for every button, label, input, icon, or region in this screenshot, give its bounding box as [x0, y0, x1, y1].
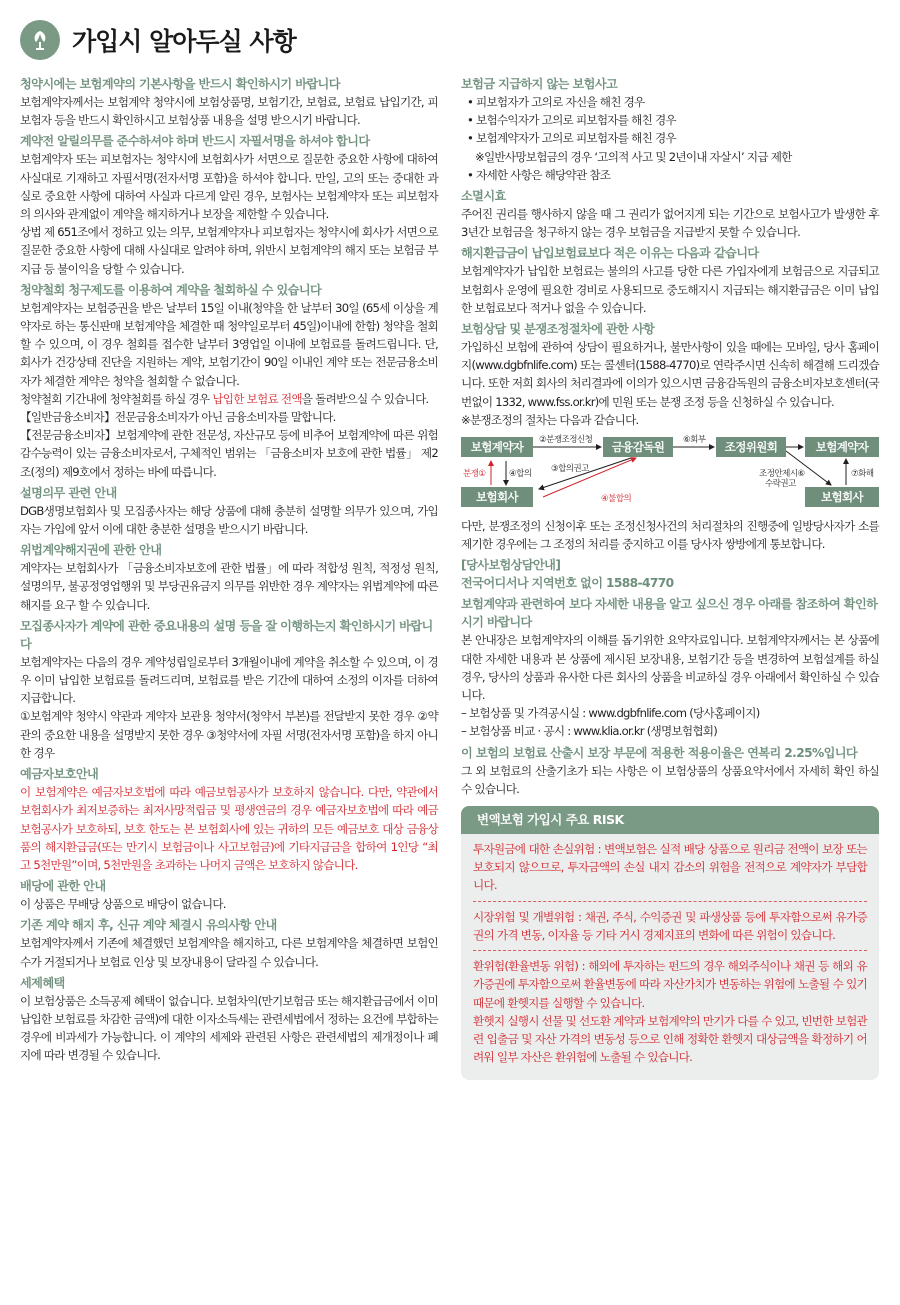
deposit-protection-text: 이 보험계약은 예금자보호법에 따라 예금보험공사가 보호하지 않습니다. 다만, 약관에서 보험회사가 최저보증하는 최저사망적립금 및 평생연금의 경우 예금자보호법에 따라 예금보험공사가 보호하되, 보호 한도는 본 보험회사에 있는 귀하의 모든 예금보호 대상 금융상품의 해지환급금(또는 만기시 보험금이나 사고보험금)에 기타지급금을 합하여 1인당 “최고 5천만원”이며, 5천만원을 초과하는 나머지 금액은 보호하지 않습니다.	[20, 785, 438, 872]
section-heading: 기존 계약 해지 후, 신규 계약 체결시 유의사항 안내	[20, 918, 277, 933]
dispute-flow-diagram	[461, 433, 879, 513]
section-heading: 배당에 관한 안내	[20, 879, 106, 894]
section-text: 보험계약자께서는 보험계약 청약시에 보험상품명, 보험기간, 보험료, 보험료 납입기간, 피보험자 등을 반드시 확인하시고 보험상품 내용을 설명 받으시기 바랍니다.	[20, 95, 438, 128]
section-heading: 보험금 지급하지 않는 보험사고	[461, 77, 618, 91]
flow-box-insurer: 보험회사	[461, 487, 533, 507]
flow-label: ④합의	[509, 469, 532, 480]
section-heading: 모집종사자가 계약에 관한 중요내용의 설명 등을 잘 이행하는지 확인하시기 바랍니다	[20, 618, 433, 651]
flow-box-insurer-2: 보험회사	[805, 487, 879, 507]
section-heading: 계약전 알릴의무를 준수하셔야 하며 반드시 자필서명을 하셔야 합니다	[20, 134, 370, 149]
section-text: 주어진 권리를 행사하지 않을 때 그 권리가 없어지게 되는 기간으로 보험사고가 발생한 후 3년간 보험금을 청구하지 않는 경우 보험금을 지급받지 못할 수 있습니다.	[461, 207, 879, 240]
section-heading: 세제혜택	[20, 975, 65, 990]
risk-item: 환위험(환율변동 위험) : 해외에 투자하는 펀드의 경우 해외주식이나 채권 등 해외 유가증권에 투자함으로써 환율변동에 따라 자산가치가 변동하는 위험에 노출될 수 있기 때문에 환헷지를 실행할 수 있습니다.	[473, 959, 867, 1010]
link-line-product: – 보험상품 및 가격공시실 : www.dgbfnlife.com (당사홈페이지)	[461, 706, 760, 721]
leaf-circle-icon	[20, 20, 60, 60]
section-text: 【일반금융소비자】전문금융소비자가 아닌 금융소비자를 말합니다.	[20, 410, 336, 425]
section-text: 본 안내장은 보험계약자의 이해를 돕기위한 요약자료입니다. 보험계약자께서는 본 상품에 대한 자세한 내용과 본 상품에 제시된 보장내용, 보험기간 등을 변경하여 보험설계를 하실 경우, 당사의 상품과 유사한 다른 회사의 상품을 비교하실 경우 아래에서 확인하실 수 있습니다.	[461, 633, 879, 703]
flow-label: 조정안제시⑥	[759, 469, 805, 480]
section-text: ①보험계약 청약시 약관과 계약자 보관용 청약서(청약서 부본)를 전달받지 못한 경우 ②약관의 중요한 내용을 설명받지 못한 경우 ③청약서에 자필 서명(전자서명 포함)을 하지 아니한 경우	[20, 709, 438, 760]
section-text: 청약철회 기간내에 청약철회를 하실 경우 납입한 보험료 전액을 돌려받으실 수 있습니다.	[20, 391, 429, 406]
section-heading: 예금자보호안내	[20, 767, 99, 782]
flow-label: ③합의권고	[551, 464, 589, 475]
flow-label: ②분쟁조정신청	[539, 435, 593, 446]
section-heading: 설명의무 관련 안내	[20, 485, 117, 500]
section-text: 이 상품은 무배당 상품으로 배당이 없습니다.	[20, 897, 226, 912]
risk-box	[461, 806, 879, 1080]
flow-label: ⑦화해	[851, 469, 874, 480]
list-item: • 보험수익자가 고의로 피보험자를 해친 경우	[467, 113, 676, 128]
section-text: 보험계약자가 납입한 보험료는 불의의 사고를 당한 다른 가입자에게 보험금으로 지급되고 보험회사 운영에 필요한 경비로 사용되므로 중도해지시 지급되는 해지환급금은 이미 납입한 보험료보다 적거나 없을 수 있습니다.	[461, 264, 879, 315]
flow-label: 분쟁①	[463, 469, 486, 480]
section-heading: 청약시에는 보험계약의 기본사항을 반드시 확인하시기 바랍니다	[20, 77, 340, 91]
section-heading: [당사보험상담안내]	[461, 558, 561, 573]
page-title: 가입시 알아두실 사항	[72, 27, 296, 56]
page-header	[20, 18, 296, 62]
risk-divider	[473, 901, 867, 902]
section-text: 이 보험상품은 소득공제 혜택이 없습니다. 보험차익(만기보험금 또는 해지환급금에서 이미 납입한 보험료를 차감한 금액)에 대한 이자소득세는 관련세법에서 정하는 요건에 부합하는 경우에 비과세가 가능합니다. 이 계약의 세제와 관련된 사항은 관련세법의 제개정이나 폐지에 따라 변경될 수 있습니다.	[20, 993, 438, 1063]
section-heading: 위법계약해지권에 관한 안내	[20, 543, 162, 558]
risk-box-title: 변액보험 가입시 주요 RISK	[461, 806, 879, 834]
list-note: ※일반사망보험금의 경우 ‘고의적 사고 및 2년이내 자살시’ 지급 제한	[475, 149, 792, 164]
flow-label: ⑥회부	[683, 435, 706, 446]
section-text: 보험계약자는 보험증권을 받은 날부터 15일 이내(청약을 한 날부터 30일 (65세 이상을 계약자로 하는 통신판매 보험계약을 체결한 때 청약일로부터 45일)이내에 한함) 청약을 철회할 수 있으며, 이 경우 철회를 접수한 날부터 3영업일 이내에 보험료를 돌려드립니다. 단, 회사가 건강상태 진단을 지원하는 계약, 보험기간이 90일 이내인 계약 또는 전문금융소비자가 체결한 계약은 청약을 철회할 수 없습니다.	[20, 300, 438, 388]
section-text: 【전문금융소비자】보험계약에 관한 전문성, 자산규모 등에 비추어 보험계약에 따른 위험감수능력이 있는 금융소비자로서, 구체적인 범위는 「금융소비자 보호에 관한 법률」 제2조(정의) 제9호에서 정하는 바에 따릅니다.	[20, 428, 438, 479]
refund-highlight: 납입한 보험료 전액	[212, 391, 302, 406]
contact-number: 전국어디서나 지역번호 없이 1588-4770	[461, 576, 674, 591]
flow-box-fss: 금융감독원	[603, 437, 673, 457]
section-heading: 이 보험의 보험료 산출시 보장 부문에 적용한 적용이율은 연복리 2.25%입니다	[461, 745, 858, 760]
risk-item: 환헷지 실행시 선물 및 선도환 계약과 보험계약의 만기가 다를 수 있고, 빈번한 보험관련 입출금 및 자산 가격의 변동성 등으로 인해 정확한 환헷지 대상금액을 확정하기 어려워 일부 자산은 환위험에 노출될 수 있습니다.	[473, 1013, 867, 1065]
flow-label: ④불합의	[601, 494, 632, 505]
section-text: 상법 제 651조에서 정하고 있는 의무, 보험계약자나 피보험자는 청약시에 회사가 서면으로 질문한 중요한 사항에 대해 사실대로 알려야 하며, 위반시 보험계약의 해지 또는 보험금 부지급 등 불이익을 당할 수 있습니다.	[20, 225, 438, 276]
flow-box-policyholder-2: 보험계약자	[805, 437, 879, 457]
link-line-compare: – 보험상품 비교 · 공시 : www.klia.or.kr (생명보험협회)	[461, 724, 718, 739]
section-heading: 청약철회 청구제도를 이용하여 계약을 철회하실 수 있습니다	[20, 282, 322, 297]
left-column	[20, 72, 438, 1065]
section-heading: 보험상담 및 분쟁조정절차에 관한 사항	[461, 322, 655, 337]
section-text: 계약자는 보험회사가 「금융소비자보호에 관한 법률」에 따라 적합성 원칙, 적정성 원칙, 설명의무, 불공정영업행위 및 부당권유금지 의무를 위반한 경우 계약자는 위법계약에 따른 해지를 요구 할 수 있습니다.	[20, 561, 438, 612]
flow-box-committee: 조정위원회	[716, 437, 786, 457]
section-heading: 보험계약과 관련하여 보다 자세한 내용을 알고 싶으신 경우 아래를 참조하여 확인하시기 바랍니다	[461, 597, 878, 630]
list-item: • 피보험자가 고의로 자신을 해친 경우	[467, 95, 645, 109]
section-text: 가입하신 보험에 관하여 상담이 필요하거나, 불만사항이 있을 때에는 모바일, 당사 홈페이지(www.dgbfnlife.com) 또는 콜센터(1588-4770)로 연락주시면 신속히 해결해 드리겠습니다. 또한 저희 회사의 처리결과에 이의가 있으시면 금융감독원의 금융소비자보호센터(국번없이 1332, www.fss.or.kr)에 민원 또는 분쟁 조정 등을 신청하실 수 있습니다.	[461, 340, 879, 409]
flow-box-policyholder: 보험계약자	[461, 437, 533, 457]
section-note: ※분쟁조정의 절차는 다음과 같습니다.	[461, 412, 639, 427]
risk-divider	[473, 950, 867, 951]
section-text: 다만, 분쟁조정의 신청이후 또는 조정신청사건의 처리절차의 진행중에 일방당사자가 소를 제기한 경우에는 그 조정의 처리를 중지하고 이를 당사자 쌍방에게 통보합니다.	[461, 519, 879, 552]
section-text: DGB생명보험회사 및 모집종사자는 해당 상품에 대해 충분히 설명할 의무가 있으며, 가입자는 가입에 앞서 이에 대한 충분한 설명을 받으시기 바랍니다.	[20, 503, 438, 537]
right-column	[461, 72, 879, 1080]
section-heading: 해지환급금이 납입보험료보다 적은 이유는 다음과 같습니다	[461, 246, 759, 261]
list-item: • 자세한 사항은 해당약관 참조	[467, 167, 611, 182]
section-text: 보험계약자 또는 피보험자는 청약시에 보험회사가 서면으로 질문한 중요한 사항에 대하여 사실대로 기재하고 자필서명(전자서명 포함)을 하셔야 합니다. 만일, 고의 또는 중대한 과실로 중요한 사항에 대하여 사실과 다르게 알린 경우, 보험사는 보험계약자 또는 피보험자의 의사와 관계없이 계약을 해지하거나 보장을 제한할 수 있습니다.	[20, 152, 438, 222]
section-text: 보험계약자는 다음의 경우 계약성립일로부터 3개월이내에 계약을 취소할 수 있으며, 이 경우 이미 납입한 보험료를 돌려드리며, 보험료를 받은 기간에 대하여 소정의 이자를 더하여 지급합니다.	[20, 654, 438, 706]
section-text: 보험계약자께서 기존에 체결했던 보험계약을 해지하고, 다른 보험계약을 체결하면 보험인수가 거절되거나 보험료 인상 및 보장내용이 달라질 수 있습니다.	[20, 936, 438, 969]
risk-item: 투자원금에 대한 손실위험 : 변액보험은 실적 배당 상품으로 원리금 전액이 보장 또는 보호되지 않으므로, 투자금액의 손실 내지 감소의 위험을 전적으로 계약자가 부담합니다.	[473, 842, 867, 893]
section-heading: 소멸시효	[461, 189, 506, 204]
section-text: 그 외 보험료의 산출기초가 되는 사항은 이 보험상품의 상품요약서에서 자세히 확인 하실 수 있습니다.	[461, 763, 879, 796]
risk-item: 시장위험 및 개별위험 : 채권, 주식, 수익증권 및 파생상품 등에 투자함으로써 유가증권의 가격 변동, 이자율 등 기타 거시 경제지표의 변화에 따른 위험이 있습니다.	[473, 909, 867, 942]
flow-label: 수락권고	[765, 479, 796, 490]
list-item: • 보험계약자가 고의로 피보험자를 해친 경우	[467, 131, 676, 146]
